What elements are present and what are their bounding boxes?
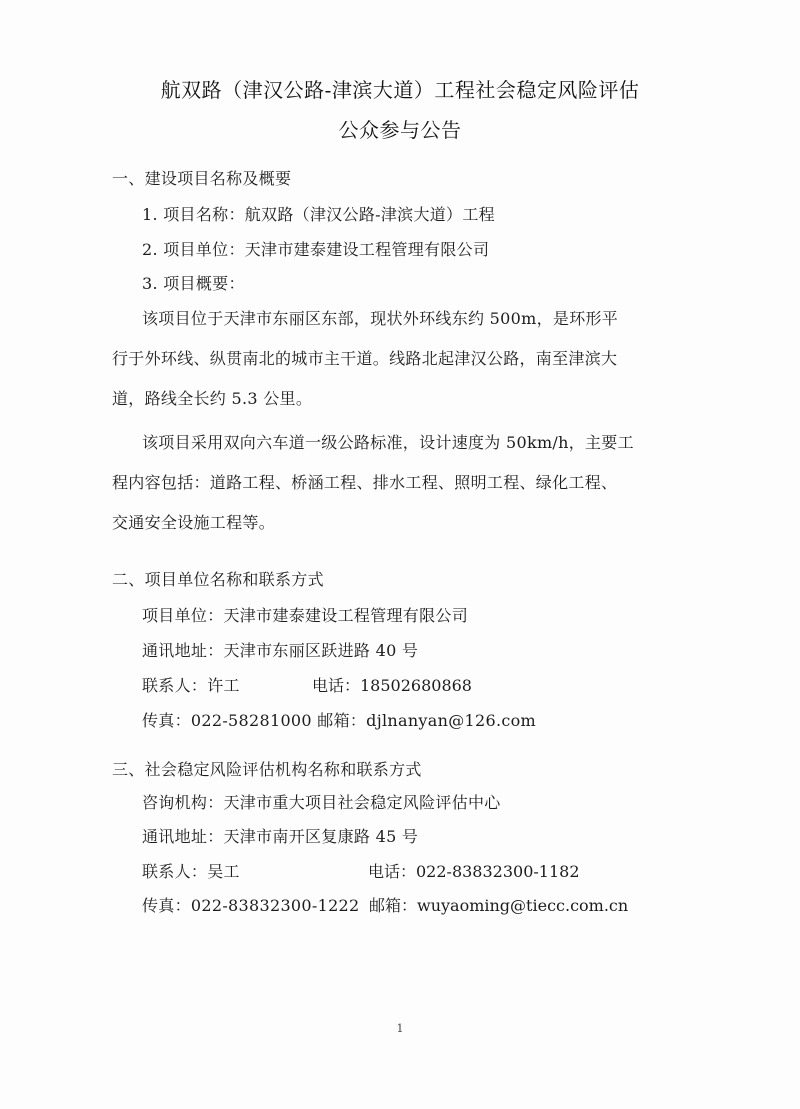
section3-heading: 三、社会稳定风险评估机构名称和联系方式	[112, 760, 422, 779]
section1-heading: 一、建设项目名称及概要	[112, 169, 292, 188]
section3-phone: 电话：022-83832300-1182	[368, 862, 580, 881]
section3-email: 邮箱：wuyaoming@tiecc.com.cn	[369, 896, 629, 915]
section2-phone: 电话：18502680868	[312, 676, 472, 695]
section3-address: 通讯地址：天津市南开区复康路 45 号	[142, 827, 419, 846]
overview-para2-line1: 该项目采用双向六车道一级公路标准，设计速度为 50km/h，主要工	[142, 433, 634, 452]
page-number: 1	[396, 1022, 404, 1035]
overview-para1-line1: 该项目位于天津市东丽区东部，现状外环线东约 500m，是环形平	[142, 309, 619, 328]
section3-contact: 联系人：吴工	[142, 862, 240, 881]
overview-para2-line3: 交通安全设施工程等。	[112, 513, 276, 532]
section3-agency: 咨询机构：天津市重大项目社会稳定风险评估中心	[142, 793, 501, 812]
section2-fax-email: 传真：022-58281000 邮箱：djlnanyan@126.com	[142, 711, 537, 730]
project-overview-label: 3. 项目概要：	[142, 274, 245, 293]
section3-fax: 传真：022-83832300-1222	[142, 896, 360, 915]
section2-contact: 联系人：许工	[142, 676, 240, 695]
project-unit: 2. 项目单位：天津市建泰建设工程管理有限公司	[142, 240, 490, 259]
document-subtitle: 公众参与公告	[338, 118, 462, 142]
document-title: 航双路（津汉公路-津滨大道）工程社会稳定风险评估	[160, 78, 640, 102]
section2-address: 通讯地址：天津市东丽区跃进路 40 号	[142, 641, 419, 660]
overview-para1-line3: 道，路线全长约 5.3 公里。	[112, 389, 313, 408]
overview-para1-line2: 行于外环线、纵贯南北的城市主干道。线路北起津汉公路，南至津滨大	[112, 349, 618, 368]
project-name: 1. 项目名称：航双路（津汉公路-津滨大道）工程	[142, 205, 495, 224]
section2-unit: 项目单位：天津市建泰建设工程管理有限公司	[142, 606, 469, 625]
section2-heading: 二、项目单位名称和联系方式	[112, 570, 324, 589]
overview-para2-line2: 程内容包括：道路工程、桥涵工程、排水工程、照明工程、绿化工程、	[112, 473, 618, 492]
